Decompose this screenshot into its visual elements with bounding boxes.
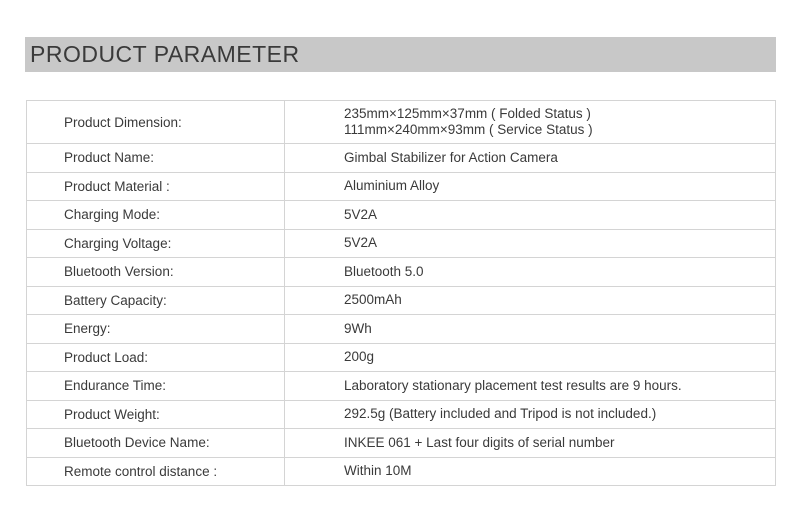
param-row <box>27 144 776 173</box>
param-value <box>285 429 776 458</box>
param-value-line: 9Wh <box>344 320 372 336</box>
param-label: Battery Capacity: <box>27 286 285 315</box>
param-row <box>27 172 776 201</box>
param-value-line: Gimbal Stabilizer for Action Camera <box>344 149 558 165</box>
param-row <box>27 101 776 144</box>
param-value <box>285 101 776 144</box>
param-value-line: 200g <box>344 349 375 365</box>
param-value <box>285 315 776 344</box>
param-label: Energy: <box>27 315 285 344</box>
param-label: Product Weight: <box>27 400 285 429</box>
param-value <box>285 201 776 230</box>
param-value-line: Within 10M <box>344 463 412 479</box>
param-label: Remote control distance : <box>27 457 285 486</box>
param-label: Endurance Time: <box>27 372 285 401</box>
param-value-line: Laboratory stationary placement test results are 9 hours. <box>344 377 682 393</box>
param-row <box>27 229 776 258</box>
param-row <box>27 201 776 230</box>
param-value-line: 5V2A <box>344 235 378 251</box>
param-value-line: Bluetooth 5.0 <box>344 263 424 279</box>
param-row <box>27 343 776 372</box>
param-row <box>27 286 776 315</box>
param-value <box>285 372 776 401</box>
param-value <box>285 229 776 258</box>
param-row <box>27 372 776 401</box>
param-value <box>285 457 776 486</box>
param-row <box>27 315 776 344</box>
param-value <box>285 286 776 315</box>
param-value-line: 292.5g (Battery included and Tripod is not included.) <box>344 406 657 422</box>
param-label: Charging Voltage: <box>27 229 285 258</box>
param-value-line: 235mm×125mm×37mm ( Folded Status ) <box>344 106 591 121</box>
param-value-line: 111mm×240mm×93mm ( Service Status ) <box>344 122 593 137</box>
param-label: Product Load: <box>27 343 285 372</box>
param-label: Product Material : <box>27 172 285 201</box>
param-label: Product Name: <box>27 144 285 173</box>
param-row <box>27 429 776 458</box>
param-value <box>285 400 776 429</box>
param-value <box>285 172 776 201</box>
param-label: Product Dimension: <box>27 101 285 144</box>
product-parameter-table <box>26 100 776 486</box>
param-value <box>285 144 776 173</box>
param-value-line: 2500mAh <box>344 292 402 308</box>
section-header <box>25 37 776 72</box>
param-row <box>27 457 776 486</box>
param-value <box>285 343 776 372</box>
param-label: Bluetooth Version: <box>27 258 285 287</box>
param-value-line: Aluminium Alloy <box>344 178 440 194</box>
param-value-line: 5V2A <box>344 206 378 222</box>
param-value <box>285 258 776 287</box>
param-label: Charging Mode: <box>27 201 285 230</box>
param-value-line: INKEE 061 + Last four digits of serial number <box>344 434 615 450</box>
param-row <box>27 258 776 287</box>
param-table-body <box>27 101 776 486</box>
section-title: PRODUCT PARAMETER <box>30 41 300 67</box>
param-label: Bluetooth Device Name: <box>27 429 285 458</box>
param-row <box>27 400 776 429</box>
